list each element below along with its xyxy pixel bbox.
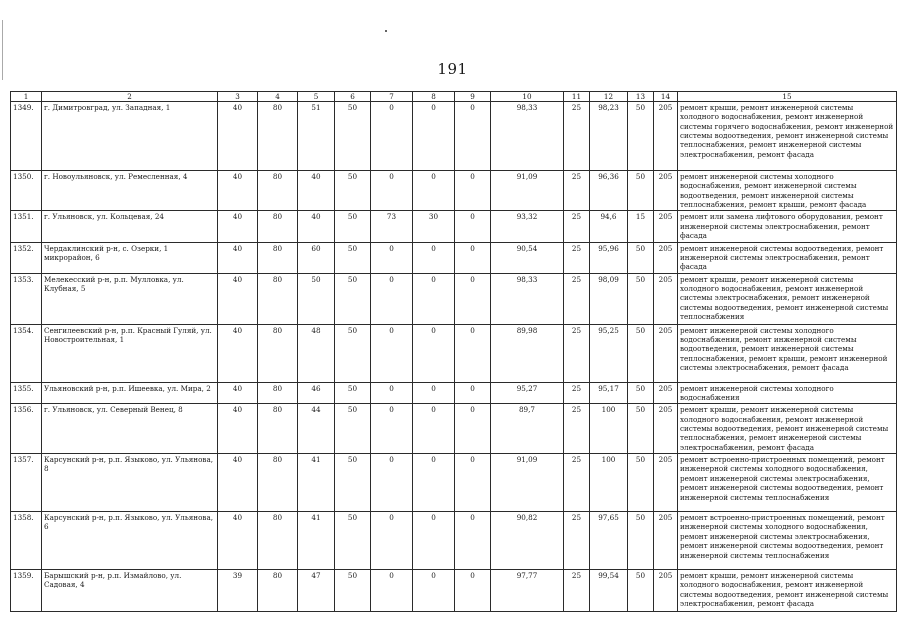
header-row	[11, 92, 897, 102]
cell-c13: 50	[628, 102, 654, 171]
works-cell: ремонт крыши, ремонт инженерной системы холодного водоснабжения, ремонт инженерной системы водоотведения, ремонт инженерной системы теплоснабжения, ремонт инженерной системы электроснабжения, ремонт фасада	[678, 404, 897, 454]
address-cell: Мелекесский р-н, р.п. Мулловка, ул. Клубная, 5	[42, 273, 218, 324]
cell-c14: 205	[654, 570, 678, 612]
table-row	[11, 324, 897, 382]
cell-c5: 40	[298, 211, 335, 242]
cell-c14: 205	[654, 273, 678, 324]
cell-c3: 40	[218, 102, 258, 171]
works-cell: ремонт инженерной системы холодного водоснабжения, ремонт инженерной системы водоотведения, ремонт инженерной системы теплоснабжения, ремонт крыши, ремонт фасада	[678, 171, 897, 211]
cell-c14: 205	[654, 242, 678, 273]
table-row	[11, 454, 897, 512]
cell-c9: 0	[455, 171, 491, 211]
address-cell: г. Ульяновск, ул. Кольцевая, 24	[42, 211, 218, 242]
cell-c6: 50	[335, 211, 371, 242]
cell-c6: 50	[335, 454, 371, 512]
cell-c8: 0	[413, 570, 455, 612]
cell-c14: 205	[654, 454, 678, 512]
works-cell: ремонт крыши, ремонт инженерной системы холодного водоснабжения, ремонт инженерной системы горячего водоснабжения, ремонт инженерной системы водоотведения, ремонт инженерной системы теплоснабжения, ремонт инженерной системы электроснабжения, ремонт фасада	[678, 102, 897, 171]
cell-c6: 50	[335, 273, 371, 324]
cell-c4: 80	[258, 512, 298, 570]
cell-c12: 98,09	[590, 273, 628, 324]
cell-c7: 0	[371, 382, 413, 404]
column-header-2: 2	[42, 92, 218, 102]
column-header-7: 7	[371, 92, 413, 102]
cell-c11: 25	[564, 273, 590, 324]
cell-c10: 89,98	[491, 324, 564, 382]
column-header-6: 6	[335, 92, 371, 102]
address-cell: Карсунский р-н, р.п. Языково, ул. Ульянова, 8	[42, 454, 218, 512]
works-cell: ремонт инженерной системы водоотведения, ремонт инженерной системы электроснабжения, ремонт фасада	[678, 242, 897, 273]
cell-c5: 44	[298, 404, 335, 454]
cell-c5: 41	[298, 454, 335, 512]
cell-c9: 0	[455, 211, 491, 242]
cell-c13: 50	[628, 454, 654, 512]
cell-c11: 25	[564, 512, 590, 570]
cell-c10: 98,33	[491, 102, 564, 171]
cell-c5: 60	[298, 242, 335, 273]
column-header-4: 4	[258, 92, 298, 102]
cell-c6: 50	[335, 382, 371, 404]
address-cell: г. Новоульяновск, ул. Ремесленная, 4	[42, 171, 218, 211]
cell-c4: 80	[258, 171, 298, 211]
works-cell: ремонт встроенно-пристроенных помещений, ремонт инженерной системы холодного водоснабжения, ремонт инженерной системы электроснабжения, ремонт инженерной системы водоотведения, ремонт инженерной системы теплоснабжения	[678, 454, 897, 512]
column-header-10: 10	[491, 92, 564, 102]
row-number: 1357.	[11, 454, 42, 512]
cell-c10: 91,09	[491, 171, 564, 211]
cell-c4: 80	[258, 211, 298, 242]
cell-c12: 95,25	[590, 324, 628, 382]
column-header-8: 8	[413, 92, 455, 102]
column-header-9: 9	[455, 92, 491, 102]
cell-c12: 95,17	[590, 382, 628, 404]
works-cell: ремонт или замена лифтового оборудования, ремонт инженерной системы электроснабжения, ремонт фасада	[678, 211, 897, 242]
cell-c6: 50	[335, 404, 371, 454]
cell-c12: 98,23	[590, 102, 628, 171]
row-number: 1355.	[11, 382, 42, 404]
cell-c6: 50	[335, 171, 371, 211]
cell-c9: 0	[455, 512, 491, 570]
cell-c5: 40	[298, 171, 335, 211]
cell-c13: 15	[628, 211, 654, 242]
cell-c7: 0	[371, 570, 413, 612]
cell-c5: 51	[298, 102, 335, 171]
cell-c13: 50	[628, 512, 654, 570]
cell-c8: 30	[413, 211, 455, 242]
cell-c4: 80	[258, 454, 298, 512]
cell-c7: 73	[371, 211, 413, 242]
cell-c7: 0	[371, 404, 413, 454]
cell-c8: 0	[413, 171, 455, 211]
cell-c3: 40	[218, 382, 258, 404]
cell-c13: 50	[628, 324, 654, 382]
cell-c12: 95,96	[590, 242, 628, 273]
row-number: 1352.	[11, 242, 42, 273]
cell-c5: 47	[298, 570, 335, 612]
cell-c9: 0	[455, 324, 491, 382]
cell-c8: 0	[413, 102, 455, 171]
cell-c13: 50	[628, 242, 654, 273]
cell-c11: 25	[564, 324, 590, 382]
cell-c14: 205	[654, 382, 678, 404]
cell-c9: 0	[455, 102, 491, 171]
table-row	[11, 382, 897, 404]
cell-c8: 0	[413, 404, 455, 454]
cell-c12: 99,54	[590, 570, 628, 612]
cell-c7: 0	[371, 512, 413, 570]
cell-c8: 0	[413, 273, 455, 324]
cell-c3: 40	[218, 454, 258, 512]
row-number: 1356.	[11, 404, 42, 454]
cell-c12: 96,36	[590, 171, 628, 211]
cell-c8: 0	[413, 324, 455, 382]
cell-c11: 25	[564, 242, 590, 273]
column-header-1: 1	[11, 92, 42, 102]
works-cell: ремонт встроенно-пристроенных помещений, ремонт инженерной системы холодного водоснабжения, ремонт инженерной системы электроснабжения, ремонт инженерной системы водоотведения, ремонт инженерной системы теплоснабжения	[678, 512, 897, 570]
cell-c14: 205	[654, 211, 678, 242]
cell-c5: 50	[298, 273, 335, 324]
cell-c12: 100	[590, 454, 628, 512]
cell-c7: 0	[371, 242, 413, 273]
column-header-12: 12	[590, 92, 628, 102]
cell-c3: 40	[218, 211, 258, 242]
cell-c4: 80	[258, 324, 298, 382]
address-cell: Ульяновский р-н, р.п. Ишеевка, ул. Мира, 2	[42, 382, 218, 404]
column-header-3: 3	[218, 92, 258, 102]
cell-c3: 40	[218, 324, 258, 382]
cell-c4: 80	[258, 382, 298, 404]
cell-c11: 25	[564, 404, 590, 454]
cell-c13: 50	[628, 273, 654, 324]
cell-c8: 0	[413, 454, 455, 512]
column-header-11: 11	[564, 92, 590, 102]
cell-c10: 91,09	[491, 454, 564, 512]
table-row	[11, 242, 897, 273]
cell-c8: 0	[413, 242, 455, 273]
cell-c9: 0	[455, 404, 491, 454]
cell-c10: 90,54	[491, 242, 564, 273]
cell-c11: 25	[564, 570, 590, 612]
cell-c3: 40	[218, 273, 258, 324]
cell-c13: 50	[628, 570, 654, 612]
registry-table	[10, 91, 897, 612]
address-cell: г. Димитровград, ул. Западная, 1	[42, 102, 218, 171]
address-cell: Сенгилеевский р-н, р.п. Красный Гуляй, ул. Новостроительная, 1	[42, 324, 218, 382]
cell-c5: 48	[298, 324, 335, 382]
table-row	[11, 404, 897, 454]
cell-c10: 93,32	[491, 211, 564, 242]
cell-c3: 40	[218, 404, 258, 454]
column-header-5: 5	[298, 92, 335, 102]
cell-c10: 89,7	[491, 404, 564, 454]
column-header-13: 13	[628, 92, 654, 102]
cell-c7: 0	[371, 102, 413, 171]
cell-c14: 205	[654, 102, 678, 171]
cell-c9: 0	[455, 242, 491, 273]
cell-c6: 50	[335, 570, 371, 612]
cell-c14: 205	[654, 512, 678, 570]
column-header-15: 15	[678, 92, 897, 102]
cell-c10: 90,82	[491, 512, 564, 570]
cell-c6: 50	[335, 512, 371, 570]
cell-c9: 0	[455, 454, 491, 512]
cell-c11: 25	[564, 171, 590, 211]
page-number: 191	[437, 60, 468, 78]
cell-c12: 100	[590, 404, 628, 454]
works-cell: ремонт крыши, ремонт инженерной системы холодного водоснабжения, ремонт инженерной системы электроснабжения, ремонт инженерной системы водоотведения, ремонт инженерной системы теплоснабжения	[678, 273, 897, 324]
cell-c3: 39	[218, 570, 258, 612]
cell-c8: 0	[413, 512, 455, 570]
cell-c11: 25	[564, 102, 590, 171]
table-row	[11, 102, 897, 171]
row-number: 1354.	[11, 324, 42, 382]
cell-c7: 0	[371, 454, 413, 512]
cell-c14: 205	[654, 404, 678, 454]
cell-c4: 80	[258, 102, 298, 171]
works-cell: ремонт инженерной системы холодного водоснабжения, ремонт инженерной системы водоотведения, ремонт инженерной системы теплоснабжения, ремонт крыши, ремонт инженерной системы электроснабжения, ремонт фасада	[678, 324, 897, 382]
table-body	[11, 102, 897, 612]
cell-c4: 80	[258, 570, 298, 612]
row-number: 1358.	[11, 512, 42, 570]
cell-c13: 50	[628, 382, 654, 404]
cell-c3: 40	[218, 512, 258, 570]
cell-c9: 0	[455, 382, 491, 404]
row-number: 1350.	[11, 171, 42, 211]
row-number: 1359.	[11, 570, 42, 612]
cell-c10: 95,27	[491, 382, 564, 404]
cell-c9: 0	[455, 273, 491, 324]
cell-c10: 97,77	[491, 570, 564, 612]
table-row	[11, 171, 897, 211]
cell-c4: 80	[258, 242, 298, 273]
address-cell: Барышский р-н, р.п. Измайлово, ул. Садовая, 4	[42, 570, 218, 612]
row-number: 1353.	[11, 273, 42, 324]
table-row	[11, 512, 897, 570]
cell-c11: 25	[564, 382, 590, 404]
table-row	[11, 570, 897, 612]
address-cell: Чердаклинский р-н, с. Озерки, 1 микрорайон, 6	[42, 242, 218, 273]
cell-c4: 80	[258, 273, 298, 324]
cell-c12: 94,6	[590, 211, 628, 242]
cell-c14: 205	[654, 171, 678, 211]
cell-c3: 40	[218, 242, 258, 273]
table-row	[11, 273, 897, 324]
cell-c14: 205	[654, 324, 678, 382]
cell-c7: 0	[371, 273, 413, 324]
cell-c6: 50	[335, 102, 371, 171]
cell-c7: 0	[371, 324, 413, 382]
cell-c8: 0	[413, 382, 455, 404]
scan-speck	[385, 30, 387, 32]
cell-c11: 25	[564, 454, 590, 512]
works-cell: ремонт инженерной системы холодного водоснабжения	[678, 382, 897, 404]
row-number: 1349.	[11, 102, 42, 171]
row-number: 1351.	[11, 211, 42, 242]
cell-c12: 97,65	[590, 512, 628, 570]
cell-c3: 40	[218, 171, 258, 211]
cell-c5: 41	[298, 512, 335, 570]
cell-c5: 46	[298, 382, 335, 404]
cell-c13: 50	[628, 171, 654, 211]
cell-c4: 80	[258, 404, 298, 454]
cell-c6: 50	[335, 242, 371, 273]
works-cell: ремонт крыши, ремонт инженерной системы холодного водоснабжения, ремонт инженерной системы водоотведения, ремонт инженерной системы электроснабжения, ремонт фасада	[678, 570, 897, 612]
table-row	[11, 211, 897, 242]
address-cell: г. Ульяновск, ул. Северный Венец, 8	[42, 404, 218, 454]
cell-c11: 25	[564, 211, 590, 242]
cell-c10: 98,33	[491, 273, 564, 324]
column-header-14: 14	[654, 92, 678, 102]
cell-c6: 50	[335, 324, 371, 382]
cell-c7: 0	[371, 171, 413, 211]
cell-c13: 50	[628, 404, 654, 454]
address-cell: Карсунский р-н, р.п. Языково, ул. Ульянова, 6	[42, 512, 218, 570]
cell-c9: 0	[455, 570, 491, 612]
